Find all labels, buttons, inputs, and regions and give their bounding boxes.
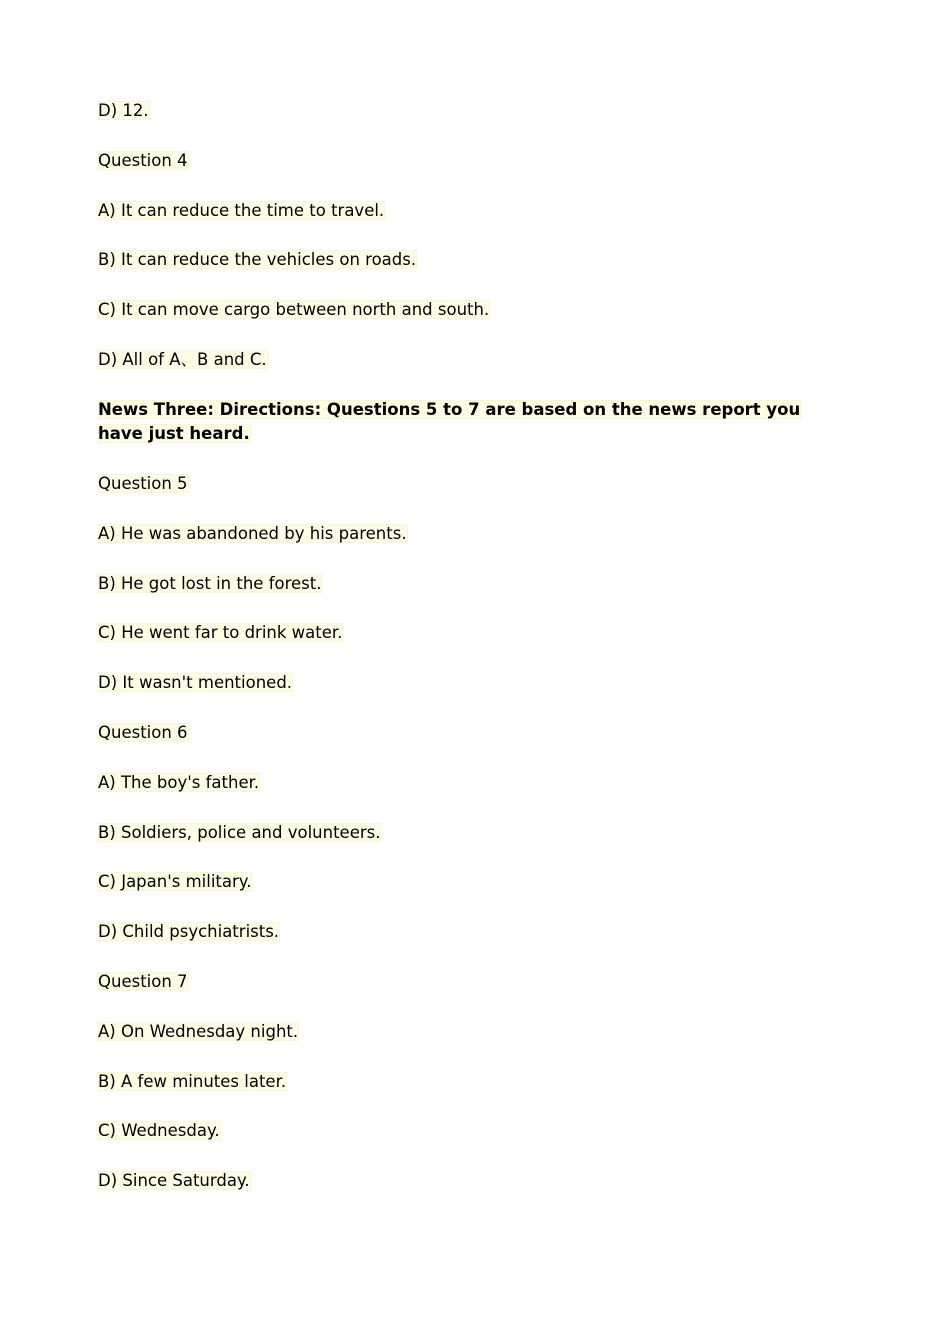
question-6-label: Question 6 (98, 723, 188, 743)
option-c-q7: C) Wednesday. (98, 1121, 220, 1141)
option-a-q6: A) The boy's father. (98, 772, 260, 792)
option-b-q4: B) It can reduce the vehicles on roads. (98, 250, 417, 270)
option-c-q5: C) He went far to drink water. (98, 623, 343, 643)
option-a-q7: A) On Wednesday night. (98, 1021, 299, 1041)
question-5-label: Question 5 (98, 474, 188, 494)
option-d-q4: D) All of A、B and C. (98, 349, 267, 369)
option-b-q5: B) He got lost in the forest. (98, 573, 322, 593)
document-page (98, 99, 818, 1219)
option-b-q7: B) A few minutes later. (98, 1071, 287, 1091)
question-7-label: Question 7 (98, 972, 188, 992)
option-b-q6: B) Soldiers, police and volunteers. (98, 822, 381, 842)
option-c-q6: C) Japan's military. (98, 872, 252, 892)
option-c-q4: C) It can move cargo between north and south. (98, 300, 490, 320)
question-4-label: Question 4 (98, 150, 188, 170)
option-d-q5: D) It wasn't mentioned. (98, 673, 293, 693)
section-heading: News Three: Directions: Questions 5 to 7 are based on the news report you have just heard. (98, 399, 801, 444)
option-d-q3: D) 12. (98, 101, 149, 120)
option-a-q4: A) It can reduce the time to travel. (98, 200, 385, 220)
option-d-q6: D) Child psychiatrists. (98, 922, 280, 942)
option-a-q5: A) He was abandoned by his parents. (98, 523, 407, 543)
option-d-q7: D) Since Saturday. (98, 1171, 250, 1191)
